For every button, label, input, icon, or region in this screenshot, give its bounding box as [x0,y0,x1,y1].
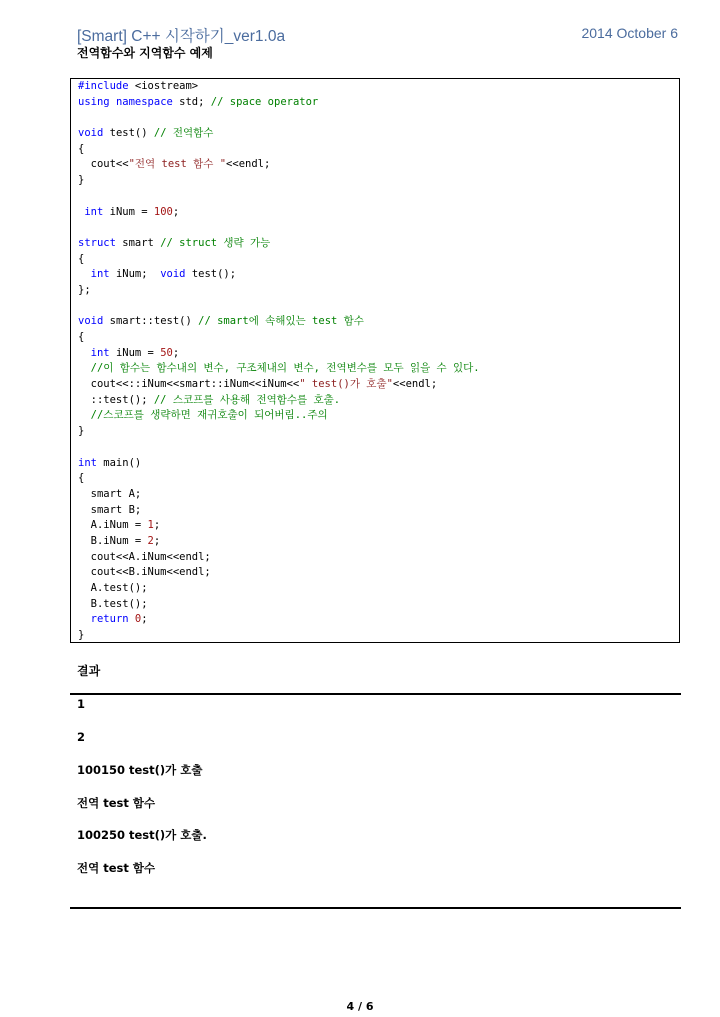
code-line [78,361,480,377]
code-token: } [78,174,85,187]
code-token: 50 [160,346,173,359]
code-line [78,205,480,221]
result-line: 전역 test 함수 [77,860,156,875]
result-label: 결과 [77,664,101,678]
code-token [78,268,91,280]
page-number: 4 / 6 [346,1000,374,1013]
code-token [78,613,91,625]
result-line: 100150 test()가 호출 [77,763,203,778]
code-token: 0 [134,613,142,626]
code-token: cout<< [78,158,129,171]
code-line [78,126,480,142]
code-line [78,550,480,566]
code-token: // 전역함수 [153,127,214,140]
code-line [78,565,480,581]
code-token: struct [78,236,116,249]
code-token: cout<<A.iNum<<endl; [78,550,211,563]
code-token: cout<<::iNum<<smart::iNum<<iNum<< [78,378,300,391]
code-line [78,252,480,268]
code-line [78,456,480,472]
code-token: ; [172,205,180,218]
code-line [78,487,480,503]
code-token: } [78,425,85,438]
code-line [78,142,480,158]
code-token: <<endl; [392,378,438,391]
code-line [78,471,480,487]
code-token: iNum; [109,268,161,281]
code-token: void [160,268,186,281]
code-line [78,314,480,330]
code-line [78,424,480,440]
code-token: namespace [115,95,173,108]
code-line [78,534,480,550]
result-top-rule [70,693,681,695]
code-token: main() [96,456,142,469]
code-token: ; [153,534,161,547]
code-token [78,347,91,359]
code-line [78,110,480,126]
code-line [78,267,480,283]
code-line [78,612,480,628]
code-listing-box [70,78,680,643]
code-token: 100 [153,205,173,218]
code-token: iNum = [103,205,154,218]
code-token: //스코프를 생략하면 재귀호출이 되어버림..주의 [90,409,328,422]
code-line [78,346,480,362]
code-line [78,518,480,534]
code-token: // space operator [210,95,319,108]
code-line [78,299,480,315]
code-token: B.test(); [78,597,148,610]
document-title: [Smart] C++ 시작하기_ver1.0a [77,28,286,45]
document-date: 2014 October 6 [581,25,678,41]
code-token: B.iNum = [78,534,148,547]
code-token: { [78,472,85,485]
code-line [78,95,480,111]
code-token: ::test(); [78,393,154,406]
code-token: int [90,346,110,359]
code-token: // smart에 속해있는 test 함수 [198,315,364,328]
code-token: std; [172,95,211,108]
code-token: return [90,613,129,626]
code-token: int [84,205,104,218]
result-line: 전역 test 함수 [77,795,156,810]
code-listing [78,79,480,644]
code-token: int [90,268,110,281]
code-token: { [78,331,85,343]
result-bottom-rule [70,907,681,909]
code-token: cout<<B.iNum<<endl; [78,566,211,579]
code-line [78,408,480,424]
code-token [78,362,91,374]
code-token: smart [115,236,161,249]
code-token: 2 [147,534,154,547]
code-line [78,581,480,597]
code-line [78,157,480,173]
code-token: // 스코프를 사용해 전역함수를 호출. [153,393,341,406]
code-line [78,330,480,346]
result-line: 2 [77,729,86,744]
code-token: // struct 생략 가능 [160,236,271,249]
code-token: test(); [185,268,237,281]
code-token: A.test(); [78,582,148,594]
code-line [78,628,480,644]
code-token: using [78,95,110,108]
code-line [78,220,480,236]
code-token: }; [78,283,91,296]
code-token: { [78,142,85,155]
code-line [78,236,480,252]
code-token: //이 함수는 함수내의 변수, 구조체내의 변수, 전역변수를 모두 읽을 수 있다. [90,362,480,375]
code-token: smart B; [78,503,142,516]
code-token: "전역 test 함수 " [128,158,227,171]
code-token: void [78,127,104,140]
code-token: ; [153,519,161,532]
code-token: int [78,456,97,469]
result-line: 100250 test()가 호출. [77,828,207,843]
code-token: ; [172,346,180,359]
code-token: #include [78,80,135,92]
code-line [78,440,480,456]
code-line [78,597,480,613]
code-line [78,283,480,299]
code-token: { [78,252,85,265]
code-line [78,393,480,409]
code-line [78,189,480,205]
section-subtitle: 전역함수와 지역함수 예제 [77,46,213,60]
code-token: smart A; [78,487,142,500]
code-line [78,79,480,95]
code-token: test() [103,127,154,140]
code-line [78,377,480,393]
code-token: smart::test() [103,315,199,328]
code-token: 1 [147,519,154,532]
code-token: <<endl; [226,158,271,171]
code-token: void [78,315,104,328]
code-token: A.iNum = [78,519,148,532]
code-line [78,503,480,519]
code-token: iNum = [109,346,161,359]
code-token: ; [141,613,148,626]
code-token: " test()가 호출" [299,378,393,391]
code-token [78,409,91,421]
code-token: <iostream> [134,80,199,92]
code-line [78,173,480,189]
code-token: } [78,629,85,642]
result-line: 1 [77,697,86,711]
result-output-list [77,697,207,893]
